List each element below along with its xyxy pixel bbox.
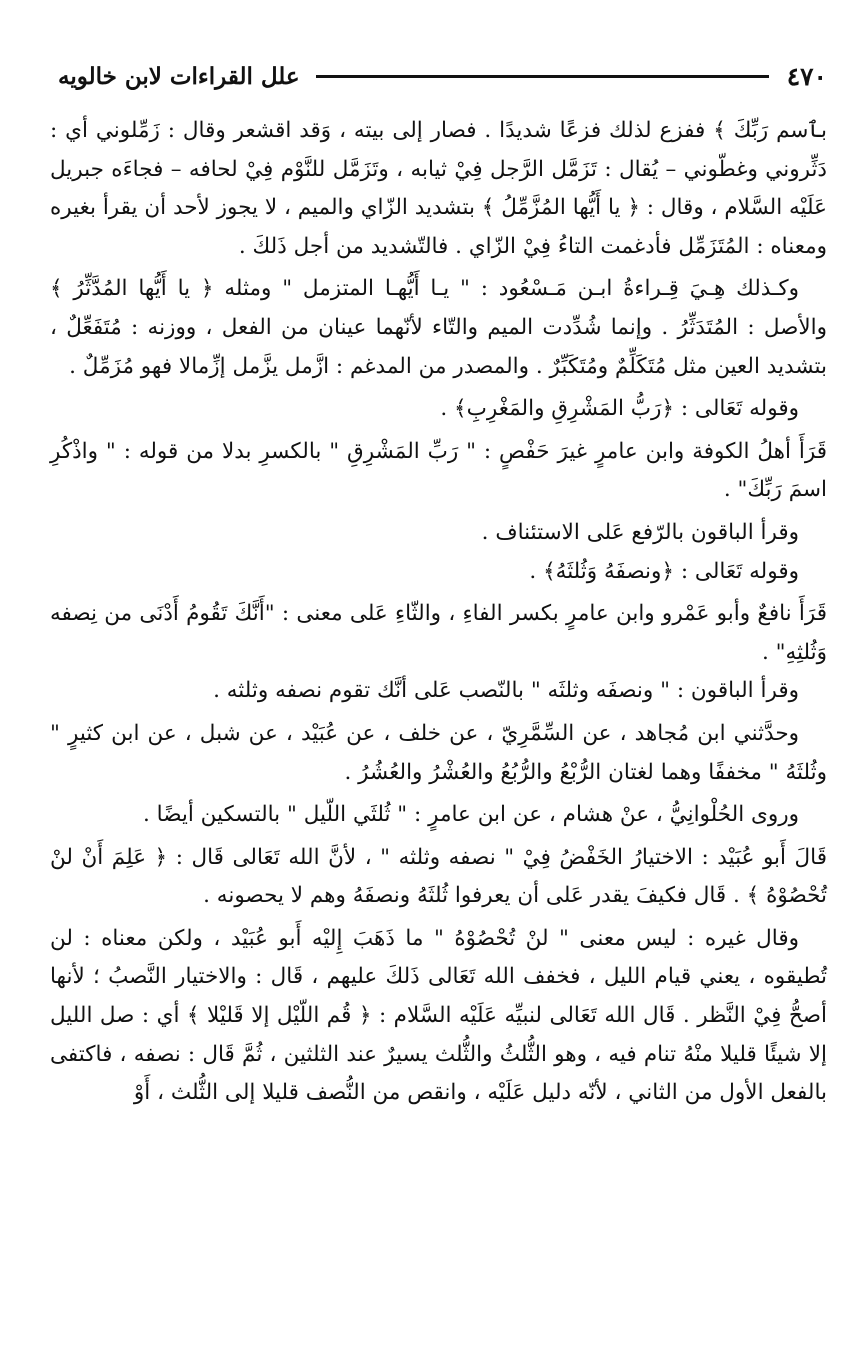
paragraph: وقوله تَعَالى : ﴿ونصفَهُ وَثُلثَهُ﴾ . [529,558,799,584]
paragraph: قَرَأَ نافعٌ وأبو عَمْرو وابن عامرٍ بكسر الفاءِ ، والثّاءِ عَلى معنى : "أَنَّكَ تَقُومُ أَدْنَى من نِصفه وَثُلثِهِ" . [50,601,827,665]
paragraph: وروى الحُلْوانِيُّ ، عنْ هشام ، عن ابن عامرٍ : " ثُلثَي اللّيل " بالتسكين أيضًا . [143,802,799,828]
paragraph: وقوله تَعَالى : ﴿رَبُّ المَشْرِقِ والمَغْرِبِ﴾ . [440,396,799,422]
paragraph: وقرأ الباقون : " ونصفَه وثلثَه " بالنّصب عَلى أنَّك تقوم نصفه وثلثه . [213,678,799,704]
paragraph: وقرأ الباقون بالرّفع عَلى الاستئناف . [481,519,799,545]
paragraph: وحدَّثني ابن مُجاهد ، عن السِّمَّرِيّ ، عن خلف ، عن عُبَيْد ، عن شبل ، عن ابن كثيرٍ " وثُلثَهُ " مخففًا وهما لغتان الرُّبْعُ والرُّبُعُ والعُشْرُ والعُشُرُ . [50,720,827,785]
page-body [50,112,827,1113]
paragraph: وقال غيره : ليس معنى " لنْ تُحْصُوْهُ " ما ذَهَبَ إِليْه أَبو عُبَيْد ، ولكن معناه : لن تُطيقوه ، يعني قيام الليل ، فخفف الله تَعَالى ذَلكَ عليهم ، قَال : والاختيار النَّصبُ ؛ لأنها أصحُّ فِيْ النَّظر . قَال الله تَعَالى لنبيِّه عَلَيْه السَّلام : ﴿ قُم اللّيْل إلا قَليْلا ﴾ أي : صل الليل إلا شيئًا قليلا منْهُ تنام فيه ، وهو الثُّلثُ والثُّلث يسيرٌ عند الثلثين ، ثُمَّ قَال : نصفه ، فاكتفى بالفعل الأول من الثاني ، لأنّه دليل عَلَيْه ، وانقص من النُّصف قليلا إلى الثُّلث ، أَوْ [50,925,827,1106]
page-header [58,56,827,96]
paragraph: قَالَ أَبو عُبَيْد : الاختيارُ الخَفْضُ فِيْ " نصفه وثلثه " ، لأنَّ الله تَعَالى قَال : ﴿ عَلِمَ أَنْ لنْ تُحْصُوْهُ ﴾ . قَال فكيفَ يقدر عَلى أن يعرفوا ثُلثَهُ ونصفَهُ وهم لا يحصونه . [50,844,827,909]
paragraph: بٱسم رَبِّكَ ﴾ ففزع لذلك فزعًا شديدًا . فصار إلى بيته ، وَقد اقشعر وقال : زَمِّلوني أي : دَثِّروني وغطّوني – يُقال : تَزَمَّل الرَّجل فِيْ ثيابه ، وتَزَمَّل للنَّوْم فِيْ لحافه – فجاءَه جبريل عَلَيْه السَّلام ، وقال : ﴿ يا أَيُّها المُزَّمِّلُ ﴾ بتشديد الزّاي والميم ، لا يجوز لأحد أن يقرأ بغيره ومعناه : المُتَزَمِّل فأدغمت التاءُ فِيْ الزّاي . فالتّشديد من أجل ذَلكَ . [50,118,827,259]
header-rule [316,75,769,78]
page-number: ٤٧٠ [786,61,827,91]
running-title: علل القراءات لابن خالويه [58,62,300,90]
paragraph: وكـذلك هِـيَ قِـراءةُ ابـن مَـسْعُود : " يـا أَيُّهـا المتزمل " ومثله ﴿ يا أَيُّها المُدَّثِّرُ ﴾ والأصل : المُتَدَثِّرُ . وإنما شُدِّدت الميم والتّاء لأنّهما عينان من الفعل ، ووزنه : مُتَفَعِّلٌ ، بتشديد العين مثل مُتَكَلِّمٌ ومُتَكَبِّرٌ . والمصدر من المدغم : ازَّمل يزَّمل إزِّمالا فهو مُزَمِّلٌ . [50,276,827,379]
paragraph: قَرَأَ أهلُ الكوفة وابن عامرٍ غيرَ حَفْصٍ : " رَبِّ المَشْرِقِ " بالكسرِ بدلا من قوله : " واذْكُرِ اسمَ رَبِّكَ" . [50,438,827,503]
